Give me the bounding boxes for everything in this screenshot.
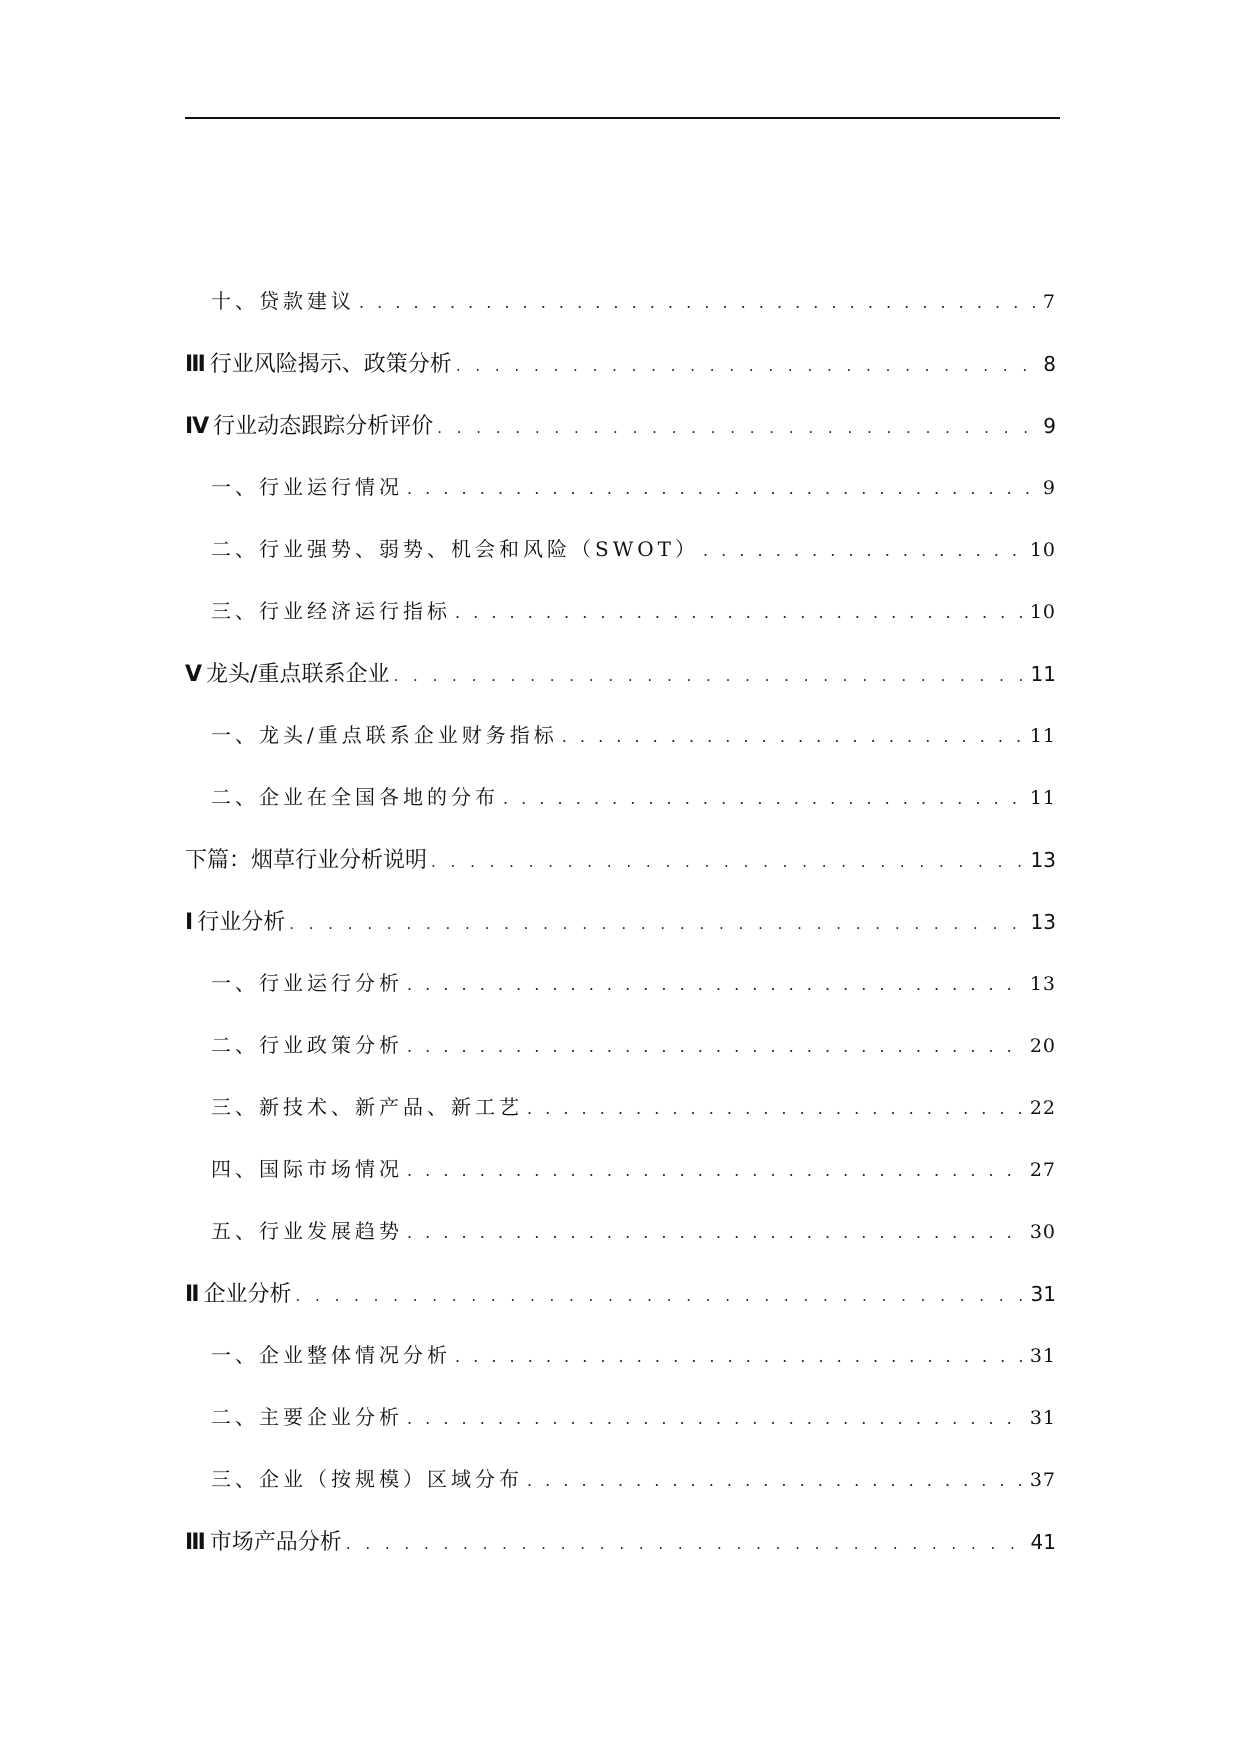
toc-entry-page: 11: [1029, 787, 1056, 809]
toc-entry[interactable]: [185, 347, 1056, 409]
toc-entry[interactable]: [185, 781, 1056, 843]
toc-entry-title: 一、行业运行分析: [211, 971, 403, 995]
toc-section-numeral: Ⅰ: [185, 910, 194, 935]
toc-entry-text: 龙头/重点联系企业: [206, 662, 390, 687]
toc-entry-page: 10: [1029, 601, 1056, 623]
toc-entry-title: 五、行业发展趋势: [211, 1219, 403, 1243]
toc-dot-leader: [703, 541, 1026, 560]
toc-entry-title: 三、新技术、新产品、新工艺: [211, 1095, 523, 1119]
toc-entry-title: [185, 657, 389, 688]
toc-dot-leader: [407, 1037, 1026, 1056]
toc-section-numeral: Ⅴ: [185, 662, 203, 687]
toc-section-numeral: Ⅳ: [185, 414, 210, 439]
toc-entry-page: 20: [1029, 1035, 1056, 1057]
toc-dot-leader: [431, 853, 1027, 871]
toc-entry-title: 二、行业政策分析: [211, 1033, 403, 1057]
toc-dot-leader: [503, 789, 1026, 808]
toc-dot-leader: [455, 1347, 1026, 1366]
toc-entry-page: 27: [1029, 1159, 1056, 1181]
toc-entry-text: 企业分析: [203, 1282, 292, 1307]
toc-entry-title: 二、企业在全国各地的分布: [211, 785, 499, 809]
toc-entry[interactable]: [185, 1029, 1056, 1091]
toc-entry-page: 9: [1043, 414, 1056, 438]
toc-entry[interactable]: [185, 1277, 1056, 1339]
toc-entry-title: [185, 347, 452, 378]
toc-dot-leader: [407, 1223, 1026, 1242]
toc-entry[interactable]: [185, 719, 1056, 781]
toc-entry-title: 下篇：烟草行业分析说明: [185, 848, 428, 873]
toc-dot-leader: [296, 1287, 1027, 1305]
toc-entry-title: 一、龙头/重点联系企业财务指标: [211, 723, 558, 747]
toc-dot-leader: [527, 1471, 1026, 1490]
toc-entry-page: 8: [1043, 352, 1056, 376]
toc-entry-page: 31: [1030, 1282, 1056, 1306]
toc-entry[interactable]: [185, 471, 1056, 533]
toc-entry-title: 二、行业强势、弱势、机会和风险（SWOT）: [211, 537, 699, 561]
toc-dot-leader: [562, 727, 1026, 746]
toc-entry[interactable]: [185, 1525, 1056, 1587]
toc-dot-leader: [527, 1099, 1026, 1118]
toc-entry-page: 13: [1030, 848, 1056, 872]
toc-entry[interactable]: [185, 533, 1056, 595]
toc-entry[interactable]: [185, 967, 1056, 1029]
toc-entry-page: 7: [1042, 291, 1056, 313]
toc-entry-title: [185, 1277, 292, 1308]
toc-entry-page: 10: [1029, 539, 1056, 561]
toc-entry-title: 三、行业经济运行指标: [211, 599, 451, 623]
toc-section-numeral: Ⅱ: [185, 1282, 200, 1307]
toc-entry-page: 13: [1030, 910, 1056, 934]
toc-entry-page: 31: [1029, 1345, 1056, 1367]
toc-entry-page: 11: [1029, 725, 1056, 747]
toc-entry-title: 十、贷款建议: [211, 289, 355, 313]
toc-entry-title: 三、企业（按规模）区域分布: [211, 1467, 523, 1491]
toc-dot-leader: [289, 915, 1026, 933]
toc-entry-title: [185, 409, 433, 440]
toc-entry[interactable]: [185, 595, 1056, 657]
toc-entry[interactable]: [185, 657, 1056, 719]
toc-entry-page: 11: [1030, 662, 1056, 686]
toc-entry[interactable]: [185, 1153, 1056, 1215]
toc-entry-title: 二、主要企业分析: [211, 1405, 403, 1429]
toc-entry[interactable]: [185, 1463, 1056, 1525]
toc-entry-title: [185, 1525, 342, 1556]
toc-dot-leader: [407, 1161, 1026, 1180]
toc-entry-page: 9: [1042, 477, 1056, 499]
toc-entry[interactable]: [185, 1401, 1056, 1463]
toc-entry-page: 37: [1029, 1469, 1056, 1491]
toc-entry-text: 行业动态跟踪分析评价: [213, 414, 434, 439]
toc-dot-leader: [456, 357, 1039, 375]
toc-dot-leader: [407, 975, 1026, 994]
table-of-contents: [185, 285, 1056, 1587]
toc-entry-text: 市场产品分析: [209, 1530, 342, 1555]
toc-entry[interactable]: [185, 409, 1056, 471]
toc-entry[interactable]: [185, 1091, 1056, 1153]
toc-dot-leader: [407, 479, 1039, 498]
toc-entry-text: 行业分析: [197, 910, 286, 935]
toc-dot-leader: [393, 667, 1026, 685]
toc-entry-page: 30: [1029, 1221, 1056, 1243]
toc-dot-leader: [346, 1535, 1027, 1553]
header-rule: [185, 117, 1060, 119]
toc-entry[interactable]: [185, 285, 1056, 347]
toc-entry-title: [185, 905, 285, 936]
toc-entry[interactable]: [185, 905, 1056, 967]
toc-entry[interactable]: [185, 1215, 1056, 1277]
toc-entry-title: 一、企业整体情况分析: [211, 1343, 451, 1367]
toc-section-numeral: Ⅲ: [185, 1530, 206, 1555]
toc-entry-text: 行业风险揭示、政策分析: [209, 352, 452, 377]
toc-entry-page: 22: [1029, 1097, 1056, 1119]
toc-dot-leader: [455, 603, 1026, 622]
toc-entry-page: 13: [1029, 973, 1056, 995]
toc-section-numeral: Ⅲ: [185, 352, 206, 377]
toc-entry-page: 31: [1029, 1407, 1056, 1429]
toc-dot-leader: [407, 1409, 1026, 1428]
toc-entry[interactable]: [185, 1339, 1056, 1401]
toc-entry[interactable]: [185, 843, 1056, 905]
toc-entry-title: 四、国际市场情况: [211, 1157, 403, 1181]
toc-entry-title: 一、行业运行情况: [211, 475, 403, 499]
toc-dot-leader: [437, 419, 1039, 437]
toc-entry-page: 41: [1030, 1530, 1056, 1554]
toc-dot-leader: [359, 293, 1039, 312]
